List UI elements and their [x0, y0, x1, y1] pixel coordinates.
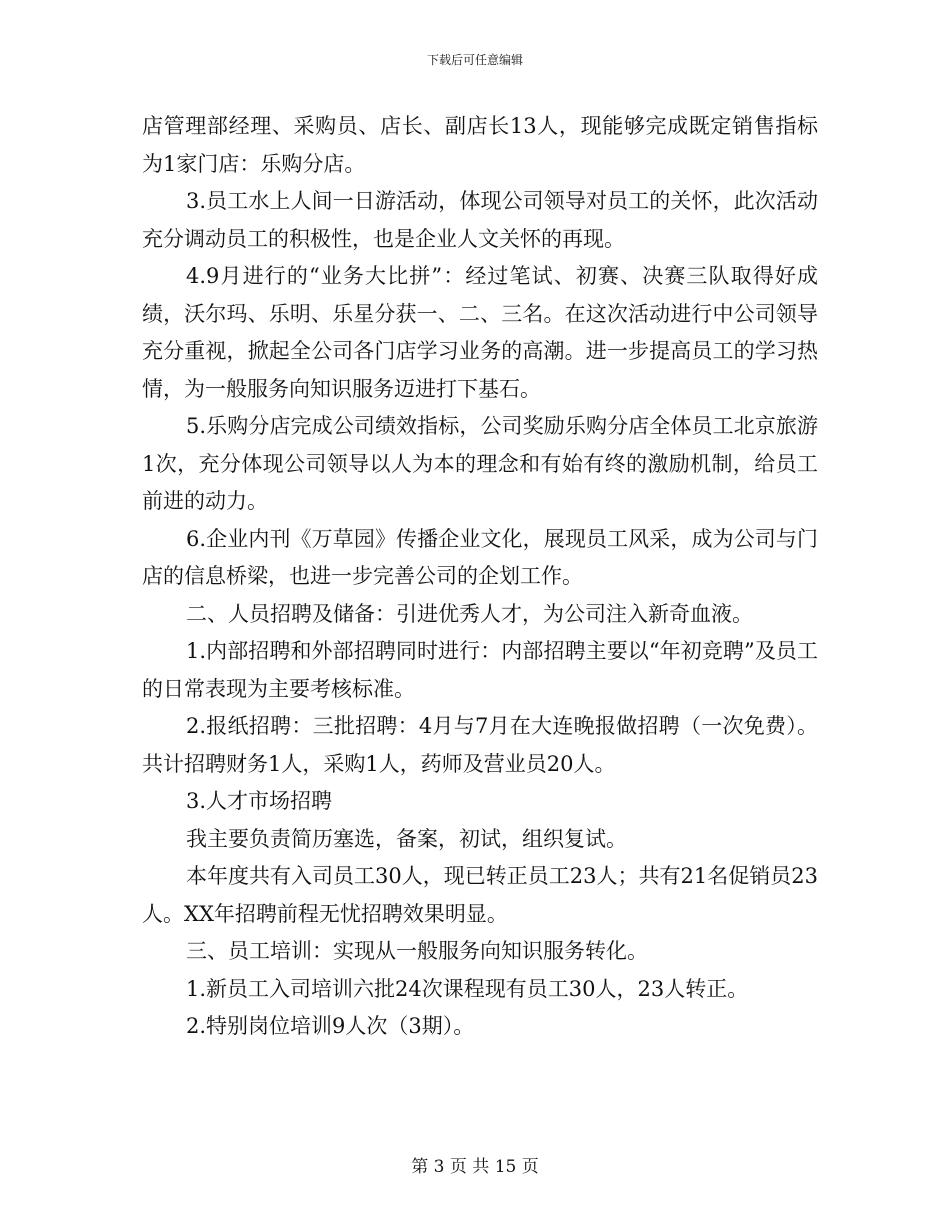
- paragraph-14: 2.特别岗位培训9人次（3期）。: [186, 1014, 475, 1038]
- paragraph-10: 我主要负责简历塞选，备案，初试，组织复试。: [186, 826, 627, 851]
- paragraph-4: 5.乐购分店完成公司绩效指标，公司奖励乐购分店全体员工北京旅游1次，充分体现公司领导以人为本的理念和有始有终的激励机制，给员工前进的动力。: [142, 414, 818, 513]
- paragraph-9: 3.人才市场招聘: [186, 789, 333, 813]
- paragraph-3: 4.9月进行的“业务大比拼”：经过笔试、初赛、决赛三队取得好成绩，沃尔玛、乐明、乐星分获一、二、三名。在这次活动进行中公司领导充分重视，掀起全公司各门店学习业务的高潮。进一步提高员工的学习热情，为一般服务向知识服务迈进打下基石。: [142, 264, 818, 401]
- page-header: 下载后可任意编辑: [426, 53, 523, 67]
- paragraph-7: 1.内部招聘和外部招聘同时进行：内部招聘主要以“年初竞聘”及员工的日常表现为主要考核标准。: [142, 639, 818, 701]
- paragraph-13: 1.新员工入司培训六批24次课程现有员工30人，23人转正。: [186, 976, 749, 1001]
- section-heading-recruitment: 二、人员招聘及储备：引进优秀人才，为公司注入新奇血液。: [186, 601, 753, 626]
- paragraph-2: 3.员工水上人间一日游活动，体现公司领导对员工的关怀，此次活动充分调动员工的积极性，也是企业人文关怀的再现。: [142, 189, 818, 251]
- document-body: [142, 108, 818, 1046]
- section-heading-training: 三、员工培训：实现从一般服务向知识服务转化。: [186, 939, 648, 963]
- paragraph-11: 本年度共有入司员工30人，现已转正员工23人；共有21名促销员23人。XX年招聘前程无忧招聘效果明显。: [142, 864, 818, 926]
- paragraph-1: 店管理部经理、采购员、店长、副店长13人，现能够完成既定销售指标为1家门店：乐购分店。: [142, 114, 818, 176]
- page-footer: 第 3 页 共 15 页: [411, 1157, 539, 1177]
- paragraph-5: 6.企业内刊《万草园》传播企业文化，展现员工风采，成为公司与门店的信息桥梁，也进一步完善公司的企划工作。: [142, 526, 818, 588]
- paragraph-8: 2.报纸招聘：三批招聘：4月与7月在大连晚报做招聘（一次免费）。共计招聘财务1人，采购1人，药师及营业员20人。: [142, 714, 818, 776]
